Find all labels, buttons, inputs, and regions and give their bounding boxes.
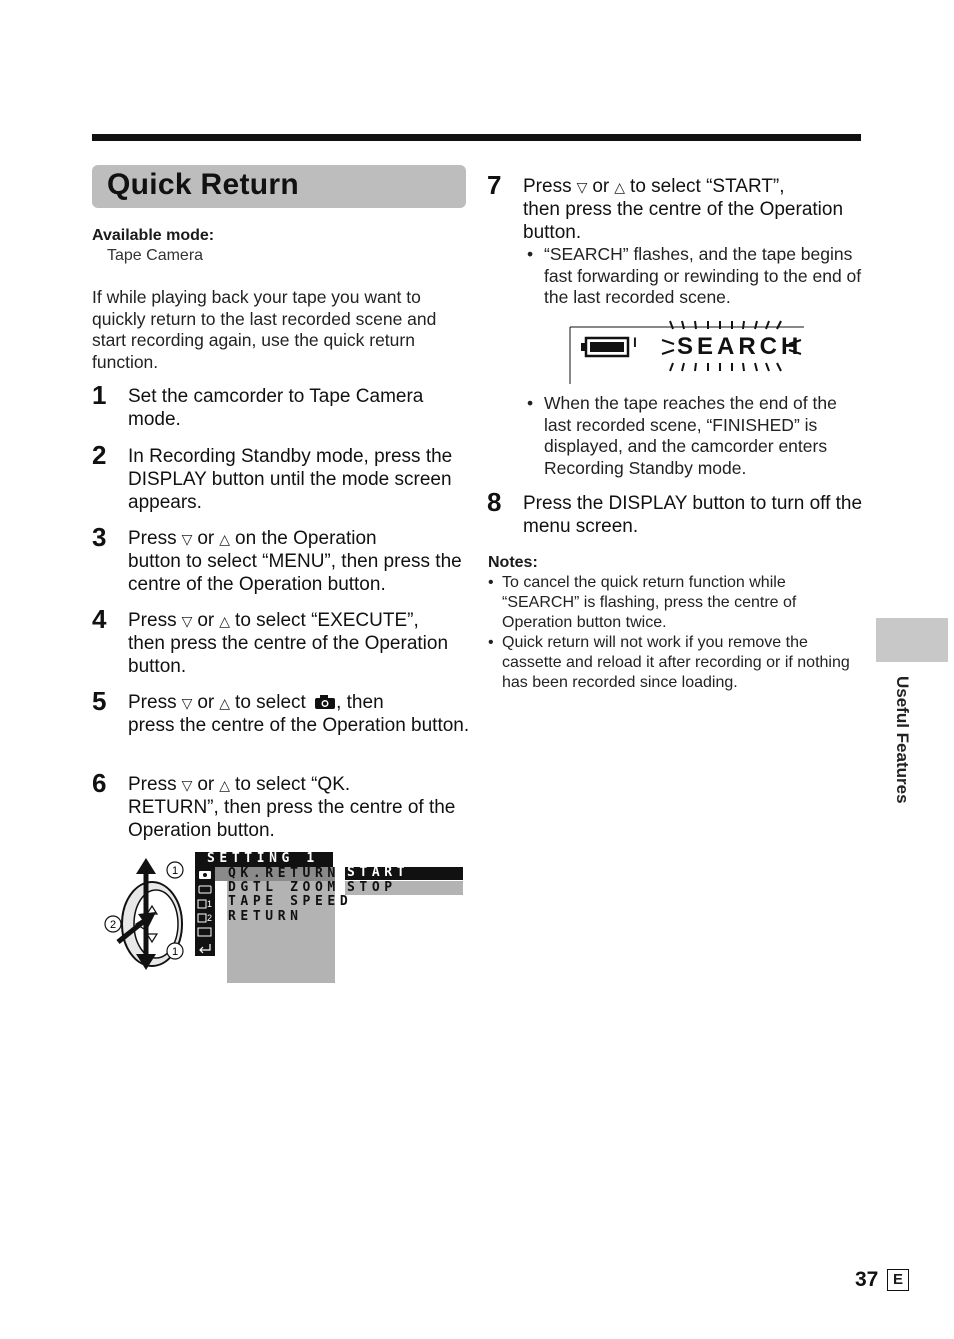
step-number: 1 [92, 380, 107, 410]
bullet-dot: • [527, 393, 534, 413]
up-arrow-icon: △ [219, 777, 231, 793]
menu-header: SETTING 1 [207, 851, 319, 866]
side-section-label: Useful Features [893, 676, 912, 804]
available-mode-value: Tape Camera [107, 247, 204, 264]
top-rule [92, 134, 861, 141]
step-5-text: Press ▽ or △ to select , then press the centre of the Operation button. [128, 692, 470, 736]
notes-label: Notes: [488, 554, 538, 571]
step-1-text: Set the camcorder to Tape Camera mode. [128, 386, 424, 430]
step-6-text: Press ▽ or △ to select “QK. RETURN”, then press the centre of the Operation button. [128, 774, 456, 841]
intro-text: If while playing back your tape you want to quickly return to the last recorded scene and start recording again, use the quick return function. [92, 287, 437, 372]
step-7-bullet-1: “SEARCH” flashes, and the tape begins fast forwarding or rewinding to the end of the last recorded scene. [544, 244, 862, 307]
step-number: 5 [92, 686, 107, 716]
up-arrow-icon: △ [219, 695, 231, 711]
icon-digit: 2 [207, 913, 213, 923]
bullet-dot: • [527, 244, 534, 264]
step-2-text: In Recording Standby mode, press the DISPLAY button until the mode screen appears. [128, 446, 453, 513]
step-number: 3 [92, 522, 107, 552]
step-number: 8 [487, 487, 502, 517]
step-8-text: Press the DISPLAY button to turn off the menu screen. [523, 493, 863, 537]
section-title-box [92, 165, 466, 208]
search-label: SEARCH [677, 333, 803, 360]
down-arrow-icon: ▽ [576, 179, 588, 195]
side-tab [876, 618, 948, 662]
battery-mark: I [633, 334, 637, 350]
page-number: 37 [855, 1268, 879, 1291]
note-2: Quick return will not work if you remove the cassette and reload it after recording or if nothing has been recorded since loading. [502, 634, 850, 691]
menu-item-dgtl-zoom: DGTL ZOOM [228, 880, 340, 895]
bullet-dot: • [488, 574, 494, 591]
step-3-text: Press ▽ or △ on the Operation button to select “MENU”, then press the centre of the Operation button. [128, 528, 462, 595]
down-arrow-icon: ▽ [181, 613, 193, 629]
callout-label: 1 [171, 865, 179, 877]
battery-icon [581, 338, 628, 356]
down-arrow-icon: ▽ [181, 695, 193, 711]
step-7-text: Press ▽ or △ to select “START”, then press the centre of the Operation button. [523, 176, 844, 243]
callout-label: 1 [171, 946, 179, 958]
menu-option-start: START [347, 865, 410, 880]
language-badge: E [887, 1269, 909, 1291]
menu-item-qk-return: QK.RETURN [228, 866, 340, 881]
icon-digit: 1 [207, 899, 213, 909]
down-arrow-icon: ▽ [181, 531, 193, 547]
up-arrow-icon: △ [219, 531, 231, 547]
menu-icon-column [195, 867, 215, 956]
step-4-text: Press ▽ or △ to select “EXECUTE”, then press the centre of the Operation button. [128, 610, 449, 677]
up-arrow-icon: △ [219, 613, 231, 629]
menu-option-stop: STOP [347, 880, 397, 895]
menu-item-return: RETURN [228, 909, 303, 924]
page-title: Quick Return [107, 168, 299, 201]
up-arrow-icon: △ [614, 179, 626, 195]
step-7-bullet-2: When the tape reaches the end of the last recorded scene, “FINISHED” is displayed, and the camcorder enters Recording Standby mode. [544, 393, 837, 478]
callout-label: 2 [109, 919, 117, 931]
bullet-dot: • [488, 634, 494, 651]
step-number: 2 [92, 440, 107, 470]
note-1: To cancel the quick return function while “SEARCH” is flashing, press the centre of Operation button twice. [502, 574, 797, 631]
step-number: 7 [487, 170, 502, 200]
step-number: 4 [92, 604, 107, 634]
available-mode-label: Available mode: [92, 227, 215, 244]
menu-item-tape-speed: TAPE SPEED [228, 894, 353, 909]
step-number: 6 [92, 768, 107, 798]
camera-icon [314, 694, 336, 710]
down-arrow-icon: ▽ [181, 777, 193, 793]
